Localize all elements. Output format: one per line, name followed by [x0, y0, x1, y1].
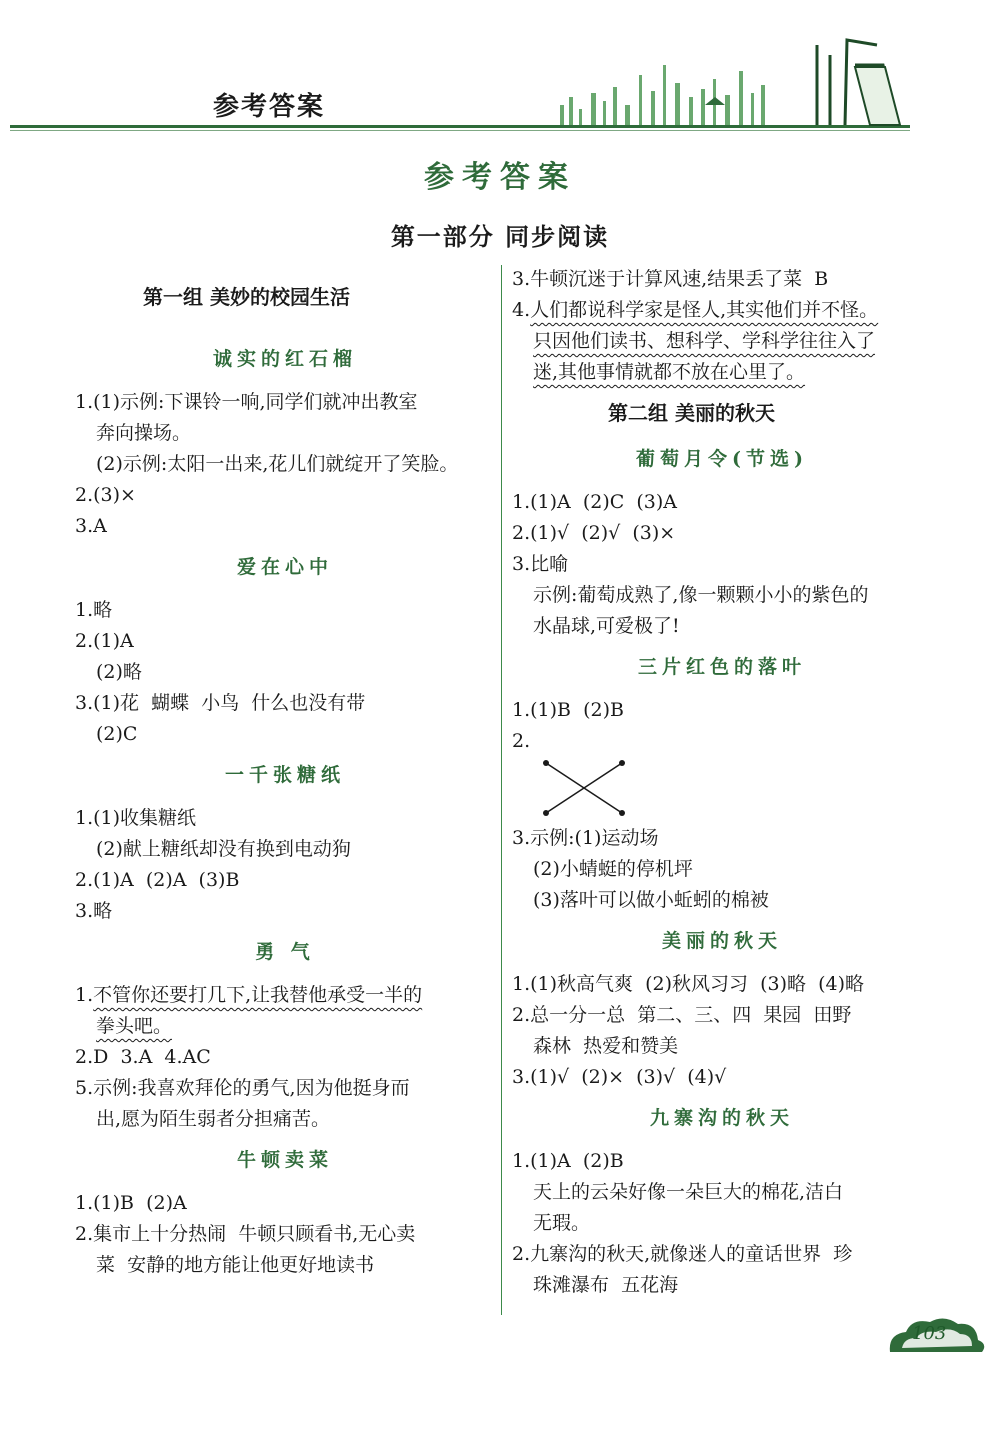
- answer-line: [512, 357, 932, 388]
- underlined-answer: 拳头吧。: [96, 1015, 173, 1037]
- answer-line: 无瑕。: [533, 1212, 591, 1234]
- answer-line: 2.(1)A: [75, 630, 134, 652]
- header-rule-thin: [10, 130, 910, 131]
- column-divider: [501, 265, 502, 1315]
- answer-line: 2.(1)√ (2)√ (3)×: [512, 522, 676, 544]
- section-title: 诚实的红石榴: [212, 348, 357, 370]
- page-number: 103: [912, 1323, 947, 1344]
- right-column: [512, 264, 932, 1301]
- answer-line: 天上的云朵好像一朵巨大的棉花,洁白: [533, 1181, 844, 1203]
- underlined-answer: 人们都说科学家是怪人,其实他们并不怪。: [530, 299, 879, 321]
- group-heading: 第一组 美妙的校园生活: [143, 285, 350, 309]
- answer-line: 1.略: [75, 599, 113, 621]
- answer-line: 示例:葡萄成熟了,像一颗颗小小的紫色的: [533, 584, 869, 606]
- answer-line: [512, 295, 932, 326]
- answer-line: 2.总一分一总 第二、三、四 果园 田野: [512, 1004, 852, 1026]
- section-title: 葡萄月令(节选): [636, 448, 808, 470]
- answer-line: (2)示例:太阳一出来,花儿们就绽开了笑脸。: [96, 453, 459, 475]
- answer-line: 3.示例:(1)运动场: [512, 827, 659, 849]
- answer-line: 3.略: [75, 900, 113, 922]
- answer-line: 1.(1)收集糖纸: [75, 807, 197, 829]
- answer-line: [75, 980, 495, 1011]
- answer-line: 1.(1)A (2)B: [512, 1150, 624, 1172]
- answer-line: (2)C: [96, 723, 138, 745]
- section-title: 爱在心中: [236, 556, 333, 578]
- section-title: 九寨沟的秋天: [649, 1107, 794, 1129]
- answer-line: [512, 326, 932, 357]
- group-heading: 第二组 美丽的秋天: [608, 401, 775, 425]
- answer-line: 1.(1)秋高气爽 (2)秋风习习 (3)略 (4)略: [512, 973, 865, 995]
- answer-line: 5.示例:我喜欢拜伦的勇气,因为他挺身而: [75, 1077, 410, 1099]
- section-title: 勇 气: [255, 941, 315, 963]
- answer-line: 奔向操场。: [96, 422, 192, 444]
- answer-line: 水晶球,可爱极了!: [533, 615, 680, 637]
- main-title: 参考答案: [424, 160, 576, 195]
- answer-line: [75, 1011, 495, 1042]
- underlined-answer: 不管你还要打几下,让我替他承受一半的: [93, 984, 423, 1006]
- answer-line: (2)小蜻蜓的停机坪: [533, 858, 693, 880]
- answer-number: 1.: [75, 984, 94, 1006]
- answer-line: 森林 热爱和赞美: [533, 1035, 679, 1057]
- answer-line: 2.D 3.A 4.AC: [75, 1046, 211, 1068]
- answer-line: 3.(1)√ (2)× (3)√ (4)√: [512, 1066, 727, 1088]
- section-title: 美丽的秋天: [661, 930, 782, 952]
- answer-line: 2.(3)×: [75, 484, 136, 506]
- left-column: [75, 280, 495, 1281]
- answer-line: 3.牛顿沉迷于计算风速,结果丢了菜 B: [512, 268, 829, 290]
- answer-line: (3)落叶可以做小蚯蚓的棉被: [533, 889, 769, 911]
- matching-lines-diagram: [530, 757, 630, 817]
- answer-line: 2.: [512, 730, 531, 752]
- header-title: 参考答案: [213, 92, 326, 122]
- underlined-answer: 只因他们读书、想科学、学科学往往入了: [533, 330, 876, 352]
- answer-number: 4.: [512, 299, 531, 321]
- answer-line: 2.九寨沟的秋天,就像迷人的童话世界 珍: [512, 1243, 853, 1265]
- part-title: 第一部分 同步阅读: [390, 223, 610, 251]
- answer-line: (2)略: [96, 661, 142, 683]
- section-title: 一千张糖纸: [224, 764, 345, 786]
- section-title: 牛顿卖菜: [236, 1149, 333, 1171]
- section-title: 三片红色的落叶: [637, 656, 806, 678]
- answer-line: 菜 安静的地方能让他更好地读书: [96, 1254, 375, 1276]
- answer-line: 珠滩瀑布 五花海: [533, 1274, 679, 1296]
- answer-line: 3.比喻: [512, 553, 569, 575]
- answer-line: 2.集市上十分热闹 牛顿只顾看书,无心卖: [75, 1223, 416, 1245]
- answer-line: 1.(1)A (2)C (3)A: [512, 491, 678, 513]
- answer-line: 3.A: [75, 515, 107, 537]
- answer-line: 3.(1)花 蝴蝶 小鸟 什么也没有带: [75, 692, 366, 714]
- city-skyline-decoration: [555, 35, 915, 130]
- answer-line: 2.(1)A (2)A (3)B: [75, 869, 240, 891]
- answer-line: 出,愿为陌生弱者分担痛苦。: [96, 1108, 331, 1130]
- underlined-answer: 迷,其他事情就都不放在心里了。: [533, 361, 806, 383]
- answer-line: (2)献上糖纸却没有换到电动狗: [96, 838, 351, 860]
- answer-line: 1.(1)示例:下课铃一响,同学们就冲出教室: [75, 391, 418, 413]
- answer-line: 1.(1)B (2)B: [512, 699, 624, 721]
- answer-line: 1.(1)B (2)A: [75, 1192, 187, 1214]
